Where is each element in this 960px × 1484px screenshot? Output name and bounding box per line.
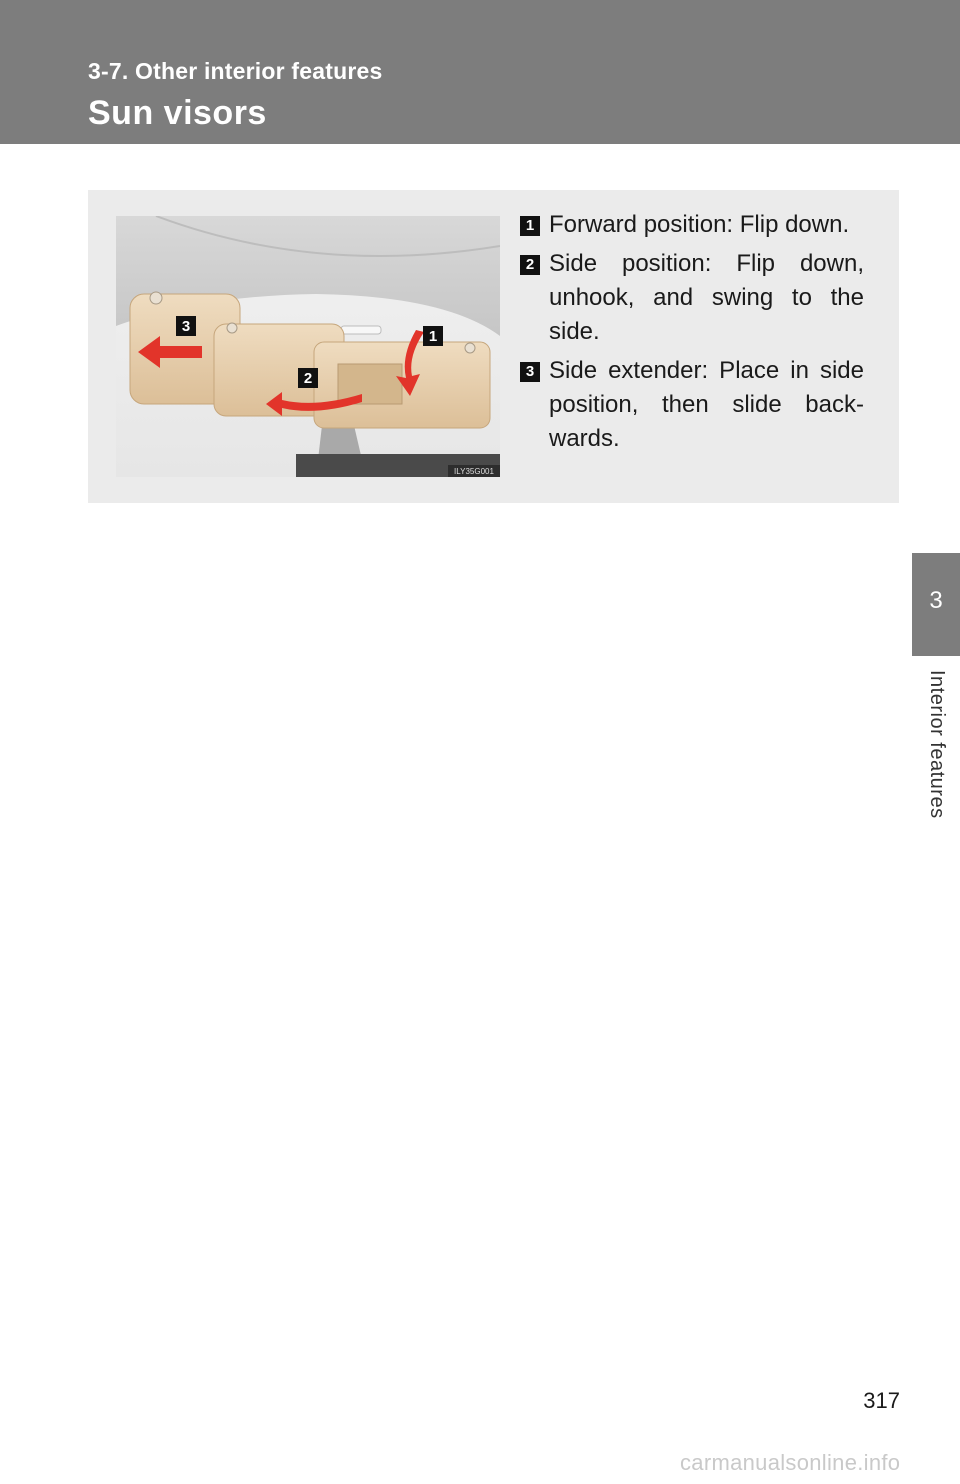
step-text: Forward position: Flip down.	[549, 211, 850, 238]
chapter-label: Interior features	[926, 670, 948, 819]
sun-visor-illustration	[116, 216, 500, 477]
callout-2: 2	[303, 370, 313, 387]
visor-hinge	[227, 323, 237, 333]
page-header	[0, 0, 960, 144]
watermark: carmanualsonline.info	[680, 1450, 901, 1475]
content-box	[88, 190, 899, 503]
step-text: Side position: Flip down, unhook, and swing to the side.	[549, 250, 864, 345]
page-number: 317	[863, 1388, 900, 1413]
step-badge: 3	[520, 362, 540, 382]
chapter-tab: 3	[912, 553, 960, 656]
instruction-step	[520, 208, 864, 242]
instruction-step	[520, 354, 864, 456]
visor-hinge	[150, 292, 162, 304]
section-label: 3-7. Other interior features	[88, 58, 383, 84]
step-badge: 2	[520, 255, 540, 275]
visor-clip	[465, 343, 475, 353]
callout-3: 3	[181, 318, 191, 335]
instruction-step	[520, 247, 864, 349]
instruction-list	[520, 208, 864, 461]
step-badge: 1	[520, 216, 540, 236]
step-text: Side extender: Place in side position, then slide back-wards.	[549, 357, 864, 452]
dome-light	[341, 326, 381, 334]
page-title: Sun visors	[88, 94, 267, 132]
figure-code: ILY35G001	[454, 467, 494, 476]
sun-visor-drawing	[116, 216, 500, 477]
callout-1: 1	[428, 328, 438, 345]
